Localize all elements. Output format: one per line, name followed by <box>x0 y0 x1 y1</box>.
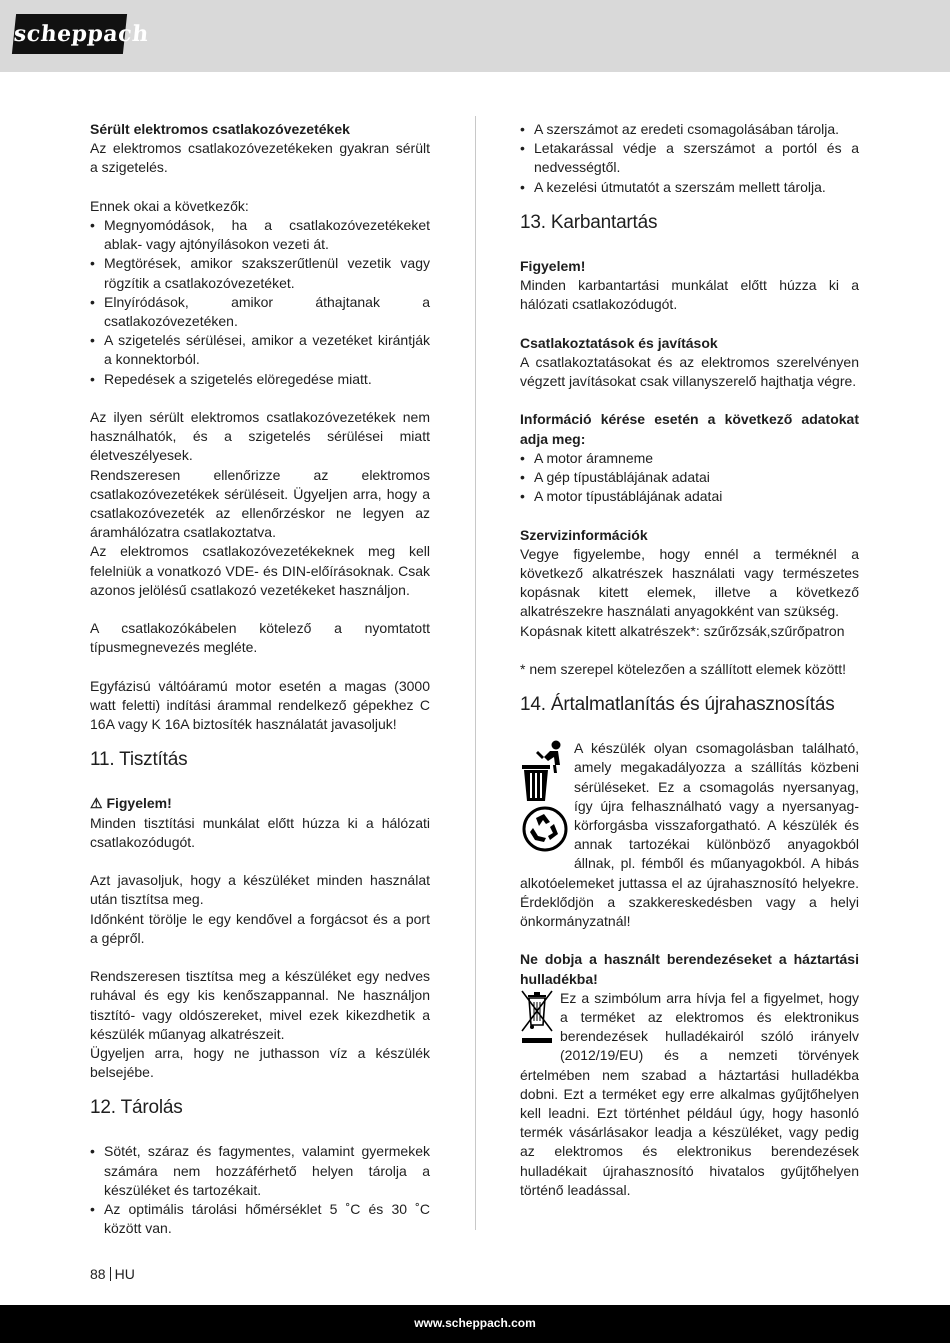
storage-list <box>90 1142 430 1238</box>
paragraph: Rendszeresen tisztítsa meg a készüléket egy nedves ruhával és egy kis kenőszappannal. Ne használjon tisztító- vagy oldószereket, mivel ezek kikezdhetik a készülék műanyag alkatrészeit. <box>90 968 430 1042</box>
paragraph: Minden karbantartási munkálat előtt húzza ki a hálózati csatlakozódugót. <box>520 277 859 313</box>
list-item: • Letakarással védje a szerszámot a portól és a nedvességtől. <box>520 139 859 177</box>
list-item: • Az optimális tárolási hőmérséklet 5 ˚C és 30 ˚C között van. <box>90 1200 430 1238</box>
section-number: 11. <box>90 749 115 771</box>
section-title: Tárolás <box>120 1097 183 1119</box>
scheppach-logo: scheppach <box>12 14 127 54</box>
section-title: Ártalmatlanítás és újrahasznosítás <box>550 694 835 716</box>
weee-paragraph: Ez a szimbólum arra hívja fel a figyelmet, hogy a terméket az elektromos és elektronikus berendezések hulladékairól szóló irányelv (2012/19/EU) és a nemzeti törvények értelmében nem szabad a háztartási hulladékba dobni. Ezt a terméket egy erre alkalmas gyűjtőhelyen kell leadni. Ezt történhet például úgy, hogy hasonló termék vásárlásakor leadja a készüléket, vagy pedig az elektromos és elektronikus berendezések hulladékait újrahasznosító hivatalos gyűjtőhelyen történő leadással. <box>520 989 859 1198</box>
website-url: www.scheppach.com <box>414 1316 536 1330</box>
maintenance-warning: Figyelem! <box>520 257 586 274</box>
info-list <box>520 449 859 507</box>
section-number: 12. <box>90 1097 116 1119</box>
paragraph: Egyfázisú váltóáramú motor esetén a magas (3000 watt feletti) indítási árammal rendelkező gépekhez C 16A vagy K 16A biztosíték használatát javasoljuk! <box>90 677 430 733</box>
section-title: Tisztítás <box>119 749 188 771</box>
storage-list-continued <box>520 120 859 197</box>
list-item: • Repedések a szigetelés elöregedése miatt. <box>90 370 430 389</box>
cleaning-warning: ⚠ Figyelem! <box>90 795 172 812</box>
list-item: • A motor típustáblájának adatai <box>520 487 859 506</box>
paragraph: * nem szerepel kötelezően a szállított elemek között! <box>520 661 847 678</box>
paragraph: Az ilyen sérült elektromos csatlakozóvezetékek nem használhatók, és a szigetelés sérülései miatt életveszélyesek. <box>90 409 430 464</box>
paragraph: Ügyeljen arra, hogy ne juthasson víz a készülék belsejébe. <box>90 1045 430 1081</box>
paragraph: Kopásnak kitett alkatrészek*: szűrőzsák,szűrőpatron <box>520 622 845 639</box>
list-item: • Sötét, száraz és fagymentes, valamint gyermekek számára nem hozzáférhető helyen tárolja a készüléket és tartozékait. <box>90 1142 430 1200</box>
section-number: 14. <box>520 694 546 716</box>
list-item: • Elnyíródások, amikor áthajtanak a csatlakozóvezetéken. <box>90 293 430 331</box>
section-11-heading <box>90 748 430 772</box>
paragraph: Időnként törölje le egy kendővel a forgácsot és a port a gépről. <box>90 910 430 946</box>
page-footer <box>0 1305 950 1343</box>
connections-heading: Csatlakoztatások és javítások <box>520 334 718 351</box>
damaged-cables-intro: Az elektromos csatlakozóvezetékeken gyakran sérült a szigetelés. <box>90 140 430 176</box>
column-divider <box>475 116 476 1230</box>
damaged-cables-heading: Sérült elektromos csatlakozóvezetékek <box>90 121 350 137</box>
trash-person-icon <box>520 739 570 801</box>
page-number-value: 88 <box>90 1266 106 1282</box>
list-item: • Megtörések, amikor szakszerűtlenül vezetik vagy rögzítik a csatlakozóvezetéket. <box>90 254 430 292</box>
list-item: • Megnyomódások, ha a csatlakozóvezetékeket ablak- vagy ajtónyílásokon vezeti át. <box>90 216 430 254</box>
paragraph: A csatlakozókábelen kötelező a nyomtatott típusmegnevezés megléte. <box>90 620 430 656</box>
list-item: • A szerszámot az eredeti csomagolásában tárolja. <box>520 120 859 139</box>
weee-crossed-bin-icon <box>520 989 556 1045</box>
paragraph: Vegye figyelembe, hogy ennél a terméknél a következő alkatrészek használati vagy természetes kopásnak kitett elemek, illetve a következő alkatrészekre használati anyagokként van szükség. <box>520 545 859 620</box>
service-heading: Szervizinformációk <box>520 526 648 543</box>
list-item: • A kezelési útmutatót a szerszám mellett tárolja. <box>520 178 859 197</box>
info-heading: Információ kérése esetén a következő adatokat adja meg: <box>520 411 859 447</box>
section-13-heading <box>520 211 859 235</box>
list-item: • A motor áramneme <box>520 449 859 468</box>
section-title: Karbantartás <box>550 211 658 233</box>
left-column <box>90 120 430 1238</box>
right-column <box>520 120 859 1200</box>
section-12-heading <box>90 1096 430 1120</box>
section-number: 13. <box>520 211 546 233</box>
weee-icon-box <box>520 989 560 1050</box>
section-14-heading <box>520 693 859 717</box>
paragraph: A csatlakoztatásokat és az elektromos szerelvényen végzett javításokat csak villanyszerelő hajthatja végre. <box>520 353 859 390</box>
paragraph: Rendszeresen ellenőrizze az elektromos csatlakozóvezetékek sérüléseit. Ügyeljen arra, hogy a csatlakozóvezeték az ellenőrzéskor ne legyen az áramhálózatra csatlakoztatva. <box>90 466 430 541</box>
language-code: HU <box>114 1266 135 1282</box>
causes-intro: Ennek okai a következők: <box>90 197 249 214</box>
page-header <box>0 0 950 72</box>
paragraph: Az elektromos csatlakozóvezetékeknek meg kell felelniük a vonatkozó VDE- és DIN-előírásoknak. Csak azonos jelölésű csatlakozó vezetékeket használjon. <box>90 543 430 598</box>
page-number <box>90 1266 135 1282</box>
weee-heading: Ne dobja a használt berendezéseket a háztartási hulladékba! <box>520 951 859 987</box>
causes-list <box>90 216 430 389</box>
list-item: • A gép típustáblájának adatai <box>520 468 859 487</box>
list-item: • A szigetelés sérülései, amikor a vezetéket kirántják a konnektorból. <box>90 331 430 369</box>
paragraph: Minden tisztítási munkálat előtt húzza ki a hálózati csatlakozódugót. <box>90 814 430 850</box>
paragraph: Azt javasoljuk, hogy a készüléket minden használat után tisztítsa meg. <box>90 872 430 908</box>
disposal-paragraph: A készülék olyan csomagolásban található, amely megakadályozza a szállítás közbeni sérüléseket. Ez a csomagolás nyersanyag, így újra felhasználható vagy a nyersanyag-körforgásba visszaforgatható. A készülék és annak tartozékai különböző anyagokból állnak, pl. fémből és műanyagokból. A hibás alkotóelemeket juttassa el az újrahasznosító helyekre. Érdeklődjön a szakkereskedésben vagy a helyi önkormányzatnál! <box>520 740 859 930</box>
disposal-icons <box>520 739 572 857</box>
recycle-icon <box>520 806 570 852</box>
